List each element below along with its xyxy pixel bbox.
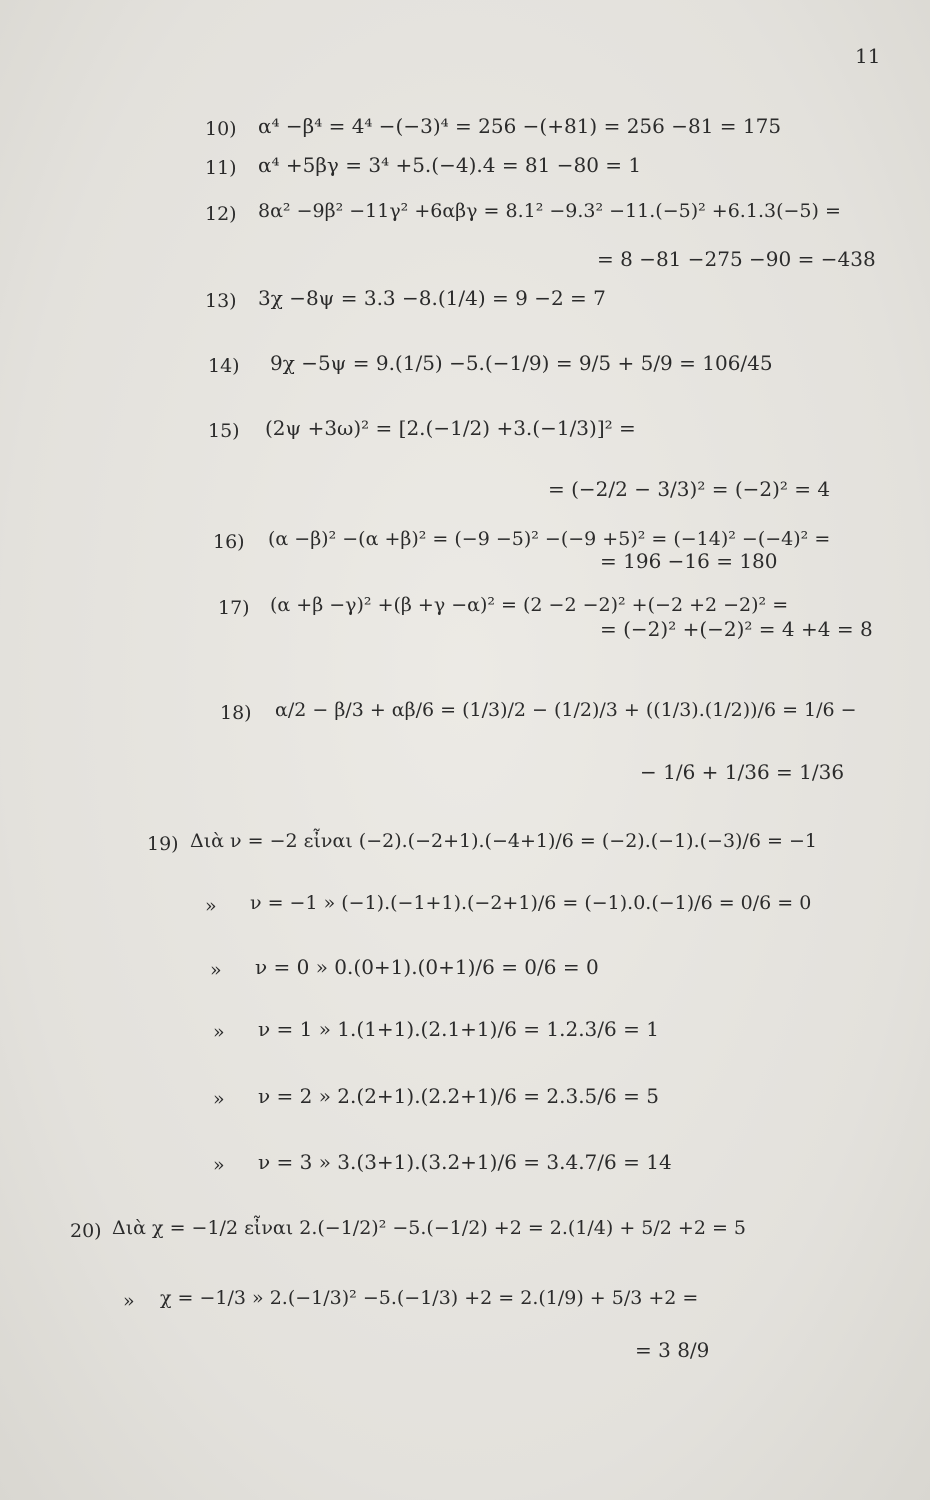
equation-line: ν = 0 » 0.(0+1).(0+1)/6 = 0/6 = 0 <box>255 955 599 979</box>
ditto-mark: » <box>123 1290 135 1312</box>
exercise-number: 14) <box>208 355 240 377</box>
exercise-number: 19) <box>147 833 179 855</box>
exercise-number: 16) <box>213 531 245 553</box>
ditto-mark: » <box>210 959 222 981</box>
exercise-number: 12) <box>205 203 237 225</box>
equation-line: ν = 2 » 2.(2+1).(2.2+1)/6 = 2.3.5/6 = 5 <box>258 1084 659 1108</box>
equation-line: χ = −1/3 » 2.(−1/3)² −5.(−1/3) +2 = 2.(1/9) + 5/3 +2 = <box>160 1287 699 1309</box>
exercise-number: 13) <box>205 290 237 312</box>
equation-line: 8α² −9β² −11γ² +6αβγ = 8.1² −9.3² −11.(−5)² +6.1.3(−5) = <box>258 200 841 222</box>
equation-line: = (−2)² +(−2)² = 4 +4 = 8 <box>600 617 873 641</box>
equation-line: ν = −1 » (−1).(−1+1).(−2+1)/6 = (−1).0.(−1)/6 = 0/6 = 0 <box>250 892 812 914</box>
equation-line: Διὰ χ = −1/2 εἶναι 2.(−1/2)² −5.(−1/2) +2 = 2.(1/4) + 5/2 +2 = 5 <box>112 1217 747 1239</box>
ditto-mark: » <box>213 1154 225 1176</box>
exercise-number: 15) <box>208 420 240 442</box>
equation-line: α/2 − β/3 + αβ/6 = (1/3)/2 − (1/2)/3 + ((1/3).(1/2))/6 = 1/6 − <box>275 699 857 721</box>
exercise-number: 18) <box>220 702 252 724</box>
equation-line: α⁴ +5βγ = 3⁴ +5.(−4).4 = 81 −80 = 1 <box>258 153 642 177</box>
equation-line: = (−2/2 − 3/3)² = (−2)² = 4 <box>548 477 831 501</box>
equation-line: 9χ −5ψ = 9.(1/5) −5.(−1/9) = 9/5 + 5/9 = 106/45 <box>270 351 773 375</box>
equation-line: Διὰ ν = −2 εἶναι (−2).(−2+1).(−4+1)/6 = (−2).(−1).(−3)/6 = −1 <box>190 830 817 852</box>
equation-line: 3χ −8ψ = 3.3 −8.(1/4) = 9 −2 = 7 <box>258 286 606 310</box>
exercise-number: 17) <box>218 597 250 619</box>
equation-line: (2ψ +3ω)² = [2.(−1/2) +3.(−1/3)]² = <box>265 416 636 440</box>
equation-line: ν = 3 » 3.(3+1).(3.2+1)/6 = 3.4.7/6 = 14 <box>258 1150 672 1174</box>
ditto-mark: » <box>213 1088 225 1110</box>
equation-line: − 1/6 + 1/36 = 1/36 <box>640 760 845 784</box>
exercise-number: 20) <box>70 1220 102 1242</box>
equation-line: (α +β −γ)² +(β +γ −α)² = (2 −2 −2)² +(−2 +2 −2)² = <box>270 594 789 616</box>
equation-line: α⁴ −β⁴ = 4⁴ −(−3)⁴ = 256 −(+81) = 256 −81 = 175 <box>258 114 782 138</box>
exercise-number: 10) <box>205 118 237 140</box>
ditto-mark: » <box>213 1021 225 1043</box>
ditto-mark: » <box>205 895 217 917</box>
equation-line: (α −β)² −(α +β)² = (−9 −5)² −(−9 +5)² = (−14)² −(−4)² = <box>268 528 831 550</box>
equation-line: = 3 8/9 <box>635 1338 710 1362</box>
page-number: 11 <box>855 44 881 68</box>
equation-line: ν = 1 » 1.(1+1).(2.1+1)/6 = 1.2.3/6 = 1 <box>258 1017 659 1041</box>
exercise-number: 11) <box>205 157 237 179</box>
equation-line: = 196 −16 = 180 <box>600 549 778 573</box>
equation-line: = 8 −81 −275 −90 = −438 <box>597 247 876 271</box>
